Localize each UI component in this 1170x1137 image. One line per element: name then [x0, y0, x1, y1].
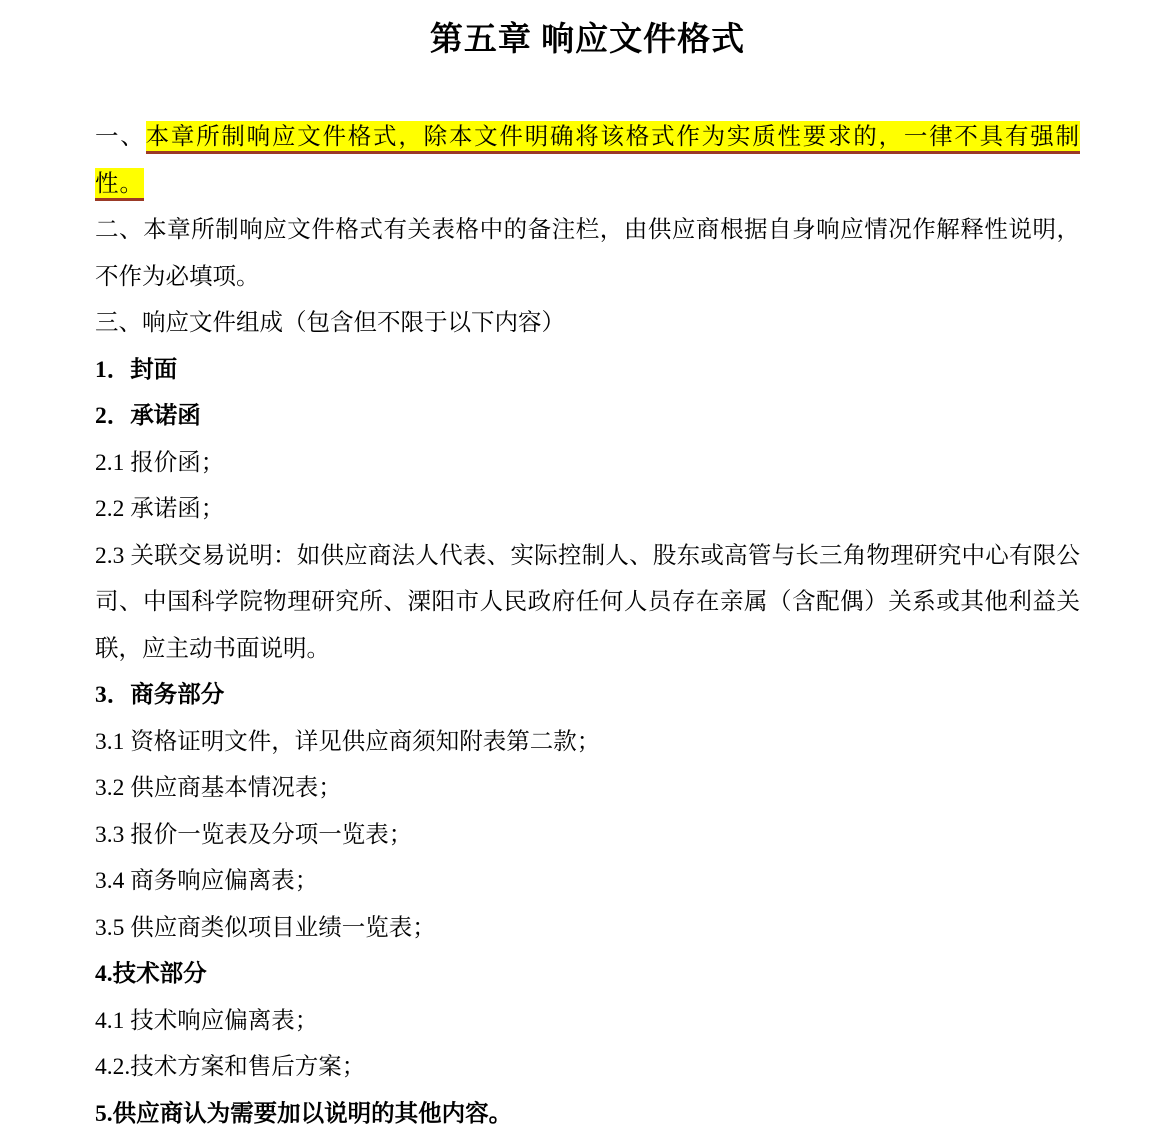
document-body [95, 114, 1080, 1137]
text-run: 2.1 报价函； [95, 450, 224, 476]
paragraph [95, 998, 1080, 1045]
text-run: 1．封面 [95, 357, 177, 383]
paragraph [95, 672, 1080, 719]
text-run: 3.3 报价一览表及分项一览表； [95, 822, 412, 848]
paragraph [95, 114, 1080, 207]
paragraph [95, 207, 1080, 300]
text-run: 2.2 承诺函； [95, 496, 224, 522]
paragraph [95, 440, 1080, 487]
paragraph [95, 347, 1080, 394]
text-run: 一、 [95, 124, 146, 150]
paragraph [95, 765, 1080, 812]
paragraph [95, 533, 1080, 673]
paragraph [95, 951, 1080, 998]
paragraph [95, 905, 1080, 952]
text-run: 3.4 商务响应偏离表； [95, 868, 318, 894]
page-title: 第五章 响应文件格式 [95, 18, 1080, 62]
highlighted-text: 本章所制响应文件格式，除本文件明确将该格式作为实质性要求的，一律不具有强制性。 [95, 121, 1080, 201]
text-run: 三、响应文件组成（包含但不限于以下内容） [95, 310, 565, 336]
paragraph [95, 1091, 1080, 1137]
text-run: 3.2 供应商基本情况表； [95, 775, 342, 801]
text-run: 4.2.技术方案和售后方案； [95, 1054, 365, 1080]
text-run: 3．商务部分 [95, 682, 224, 708]
paragraph [95, 393, 1080, 440]
paragraph [95, 486, 1080, 533]
text-run: 5.供应商认为需要加以说明的其他内容。 [95, 1101, 512, 1127]
text-run: 4.技术部分 [95, 961, 207, 987]
paragraph [95, 719, 1080, 766]
text-run: 4.1 技术响应偏离表； [95, 1008, 318, 1034]
text-run: 3.5 供应商类似项目业绩一览表； [95, 915, 436, 941]
paragraph [95, 812, 1080, 859]
text-run: 二、本章所制响应文件格式有关表格中的备注栏，由供应商根据自身响应情况作解释性说明，不作为必填项。 [95, 217, 1080, 290]
paragraph [95, 1044, 1080, 1091]
text-run: 3.1 资格证明文件，详见供应商须知附表第二款； [95, 729, 600, 755]
paragraph [95, 858, 1080, 905]
paragraph [95, 300, 1080, 347]
text-run: 2．承诺函 [95, 403, 201, 429]
text-run: 2.3 关联交易说明：如供应商法人代表、实际控制人、股东或高管与长三角物理研究中心有限公司、中国科学院物理研究所、溧阳市人民政府任何人员存在亲属（含配偶）关系或其他利益关联，应主动书面说明。 [95, 543, 1080, 662]
